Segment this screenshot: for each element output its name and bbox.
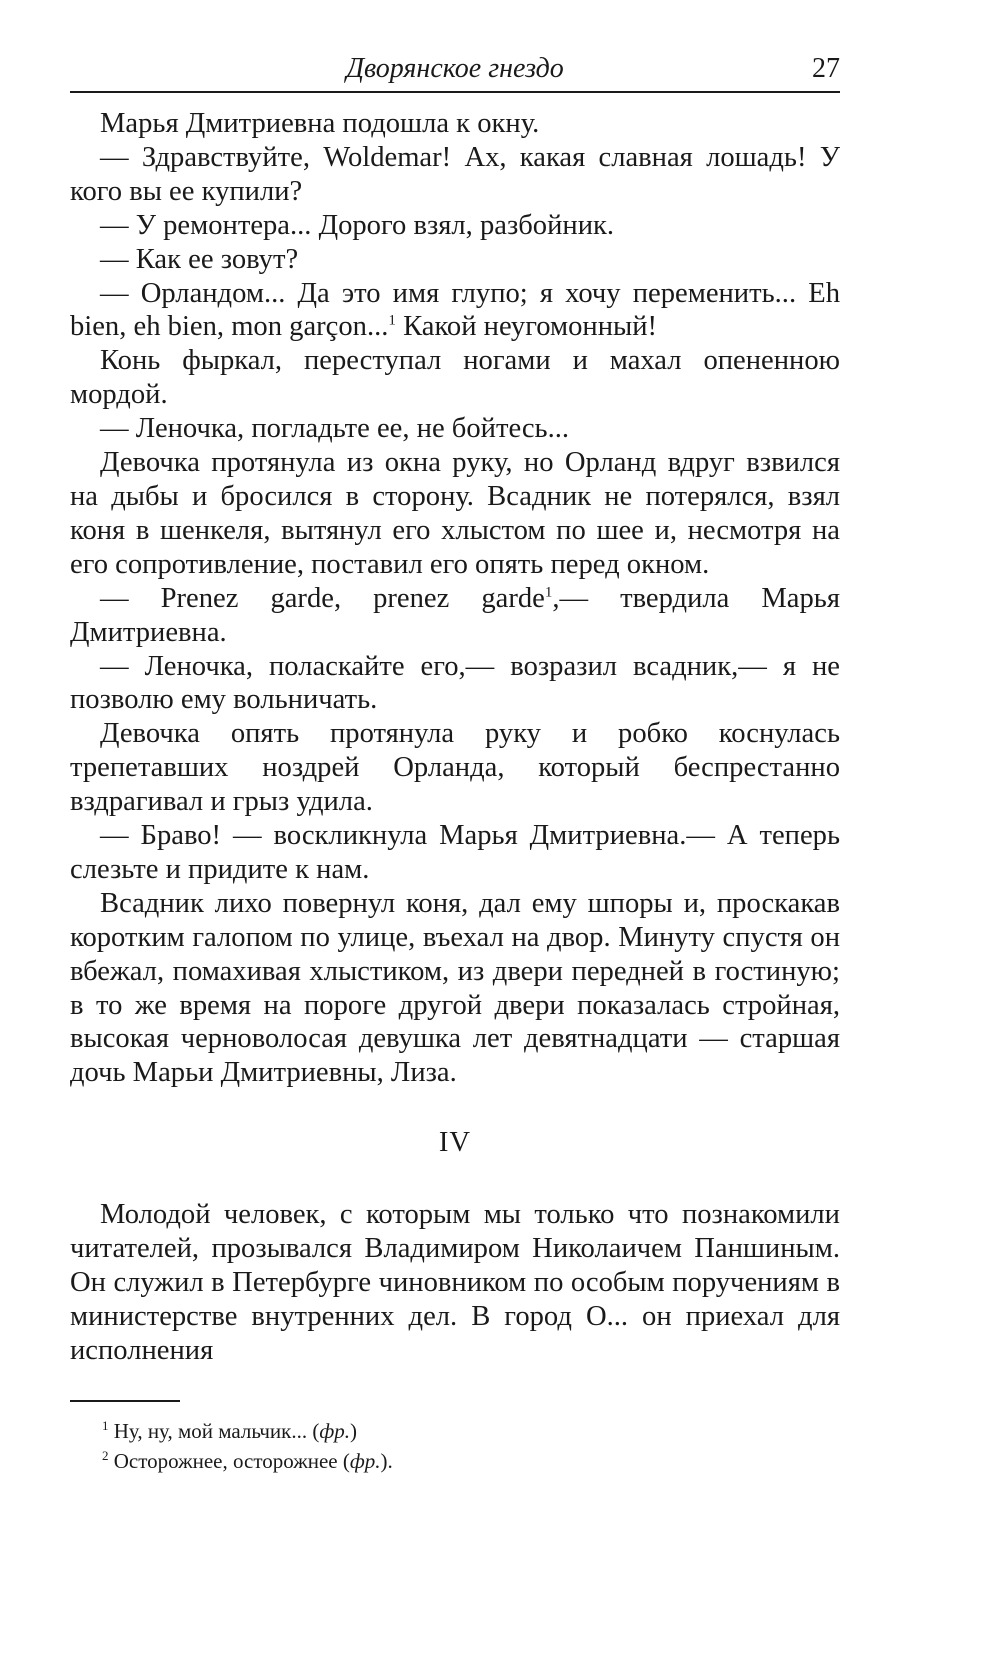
footnote-text: Осторожнее, осторожнее ( [113,1448,350,1473]
paragraph: — Браво! — воскликнула Марья Дмитриевна.— А теперь слезьте и придите к нам. [70,820,840,885]
book-page [70,45,840,1476]
paragraph: Девочка протянула из окна руку, но Орланд вдруг взвился на дыбы и бросился в сторону. Всадник не потерялся, взял коня в шенкеля, вытянул его хлыстом по шее и, несмотря на его сопротивление, поставил его опять перед окном. [70,447,840,580]
paragraph: — Леночка, погладьте ее, не бойтесь... [100,413,570,445]
paragraph-text: — Орландом... Да это имя глупо; я хочу переменить... Eh bien, eh bien, mon garçon... [70,277,840,343]
running-head [70,45,840,93]
paragraph: — Здравствуйте, Woldemar! Ах, какая славная лошадь! У кого вы ее купили? [70,141,840,207]
footnote [70,1446,840,1476]
page-number: 27 [812,53,840,84]
footnote-mark: 2 [102,1447,109,1463]
paragraph: Всадник лихо повернул коня, дал ему шпоры и, проскакав коротким галопом по улице, въехал на двор. Минуту спустя он вбежал, помахивая хлыстиком, из двери передней в гостиную; в то же время на пороге другой двери показалась стройная, высокая черноволосая девушка лет девятнадцати — старшая дочь Марьи Дмитриевны, Лиза. [70,887,840,1089]
paragraph: Девочка опять протянула руку и робко коснулась трепетавших ноздрей Орланда, который беспрестанно вздрагивал и грыз удила. [70,718,840,818]
paragraph: — У ремонтера... Дорого взял, разбойник. [100,209,615,241]
paragraph: — Леночка, поласкайте его,— возразил всадник,— я не позволю ему вольничать. [70,650,840,716]
paragraph-text: Какой неугомонный! [403,311,658,343]
book-title: Дворянское гнездо [346,53,564,84]
footnote-close: ). [380,1448,393,1473]
footnote [70,1416,840,1446]
footnote-text: Ну, ну, мой мальчик... ( [113,1418,320,1443]
footnotes [70,1416,840,1476]
footnote-mark: 1 [102,1417,109,1433]
footnote-language: фр. [319,1418,351,1443]
body-text [70,107,840,1368]
paragraph [70,582,840,650]
paragraph-text: — Prenez garde, prenez garde [100,582,545,614]
paragraph: Конь фыркал, переступал ногами и махал опененною мордой. [70,345,840,411]
paragraph: Марья Дмитриевна подошла к окну. [100,108,540,139]
footnote-close: ) [350,1418,358,1443]
paragraph: Молодой человек, с которым мы только что познакомили читателей, прозывался Владимиром Николаичем Паншиным. Он служил в Петербурге чиновником по особым поручениям в министерстве внутренних дел. В город О... он приехал для исполнения [70,1199,840,1366]
footnote-divider [70,1400,180,1402]
footnote-language: фр. [349,1448,381,1473]
paragraph-text: ,— твердила Марья Дмитриевна. [70,582,840,648]
footnote-ref: 1 [544,584,553,601]
paragraph [70,277,840,345]
footnote-ref: 1 [388,312,396,329]
paragraph: — Как ее зовут? [100,243,299,275]
chapter-heading: IV [438,1127,472,1159]
